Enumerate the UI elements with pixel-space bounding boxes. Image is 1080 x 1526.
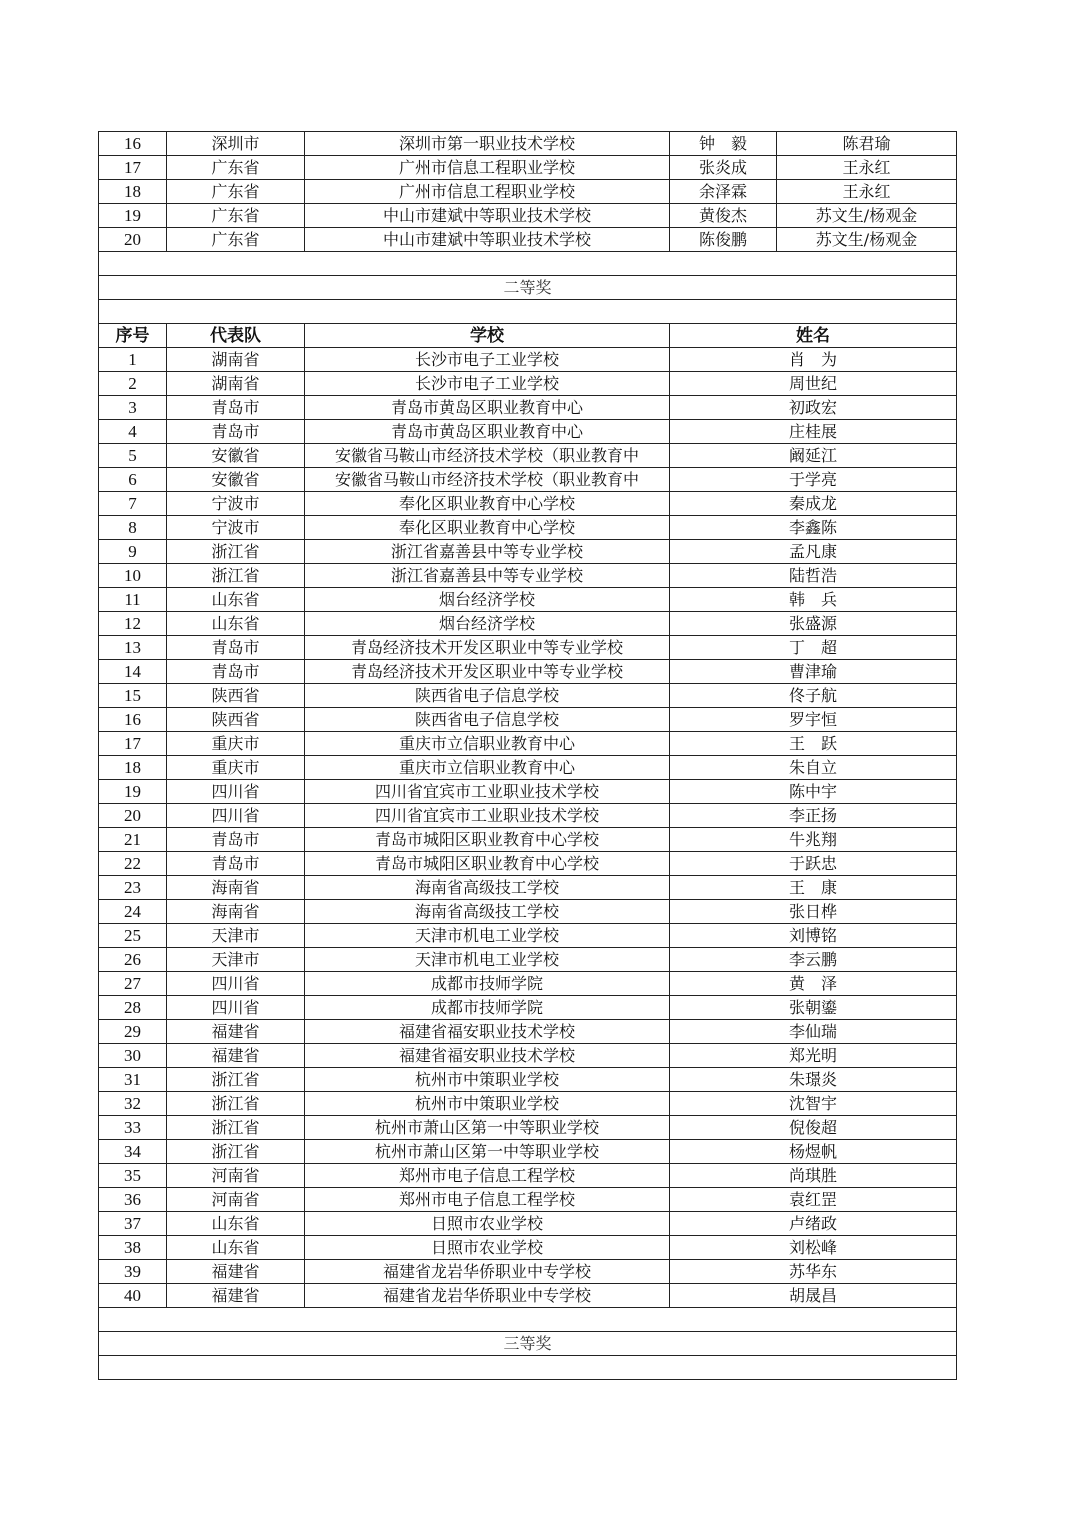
school-cell: 奉化区职业教育中心学校: [305, 492, 670, 516]
blank-row: [99, 1308, 957, 1332]
blank-cell: [99, 252, 957, 276]
blank-row: [99, 1356, 957, 1380]
team-cell: 宁波市: [167, 492, 305, 516]
school-cell: 重庆市立信职业教育中心: [305, 732, 670, 756]
school-cell: 青岛经济技术开发区职业中等专业学校: [305, 636, 670, 660]
row-number: 35: [99, 1164, 167, 1188]
student-name-cell: 朱璟炎: [670, 1068, 957, 1092]
header-name: 姓名: [670, 324, 957, 348]
student-name-cell: 秦成龙: [670, 492, 957, 516]
team-cell: 陕西省: [167, 708, 305, 732]
table-row: [99, 1092, 957, 1116]
row-number: 10: [99, 564, 167, 588]
team-cell: 浙江省: [167, 1092, 305, 1116]
row-number: 24: [99, 900, 167, 924]
team-cell: 天津市: [167, 924, 305, 948]
row-number: 3: [99, 396, 167, 420]
team-cell: 湖南省: [167, 348, 305, 372]
table-row: [99, 468, 957, 492]
team-cell: 重庆市: [167, 732, 305, 756]
team-cell: 青岛市: [167, 660, 305, 684]
student-name-cell: 罗宇恒: [670, 708, 957, 732]
student-name-cell: 杨煜帆: [670, 1140, 957, 1164]
student-name-cell: 肖 为: [670, 348, 957, 372]
table-row: [99, 1236, 957, 1260]
table-row: [99, 660, 957, 684]
table-row: [99, 972, 957, 996]
team-cell: 福建省: [167, 1260, 305, 1284]
student-name-cell: 张盛源: [670, 612, 957, 636]
table-row: [99, 684, 957, 708]
row-number: 11: [99, 588, 167, 612]
team-cell: 安徽省: [167, 444, 305, 468]
student-name-cell: 韩 兵: [670, 588, 957, 612]
team-cell: 浙江省: [167, 1116, 305, 1140]
team-cell: 安徽省: [167, 468, 305, 492]
row-number: 29: [99, 1020, 167, 1044]
school-cell: 陕西省电子信息学校: [305, 684, 670, 708]
team-cell: 青岛市: [167, 636, 305, 660]
blank-cell: [99, 300, 957, 324]
team-cell: 宁波市: [167, 516, 305, 540]
school-cell: 郑州市电子信息工程学校: [305, 1188, 670, 1212]
school-cell: 成都市技师学院: [305, 972, 670, 996]
row-number: 25: [99, 924, 167, 948]
school-cell: 杭州市萧山区第一中等职业学校: [305, 1116, 670, 1140]
coach-cell: 苏文生/杨观金: [777, 204, 957, 228]
student-name-cell: 余泽霖: [670, 180, 777, 204]
table-row: [99, 1188, 957, 1212]
row-number: 26: [99, 948, 167, 972]
student-name-cell: 陈俊鹏: [670, 228, 777, 252]
team-cell: 四川省: [167, 804, 305, 828]
row-number: 30: [99, 1044, 167, 1068]
section-title-row: [99, 1332, 957, 1356]
row-number: 7: [99, 492, 167, 516]
student-name-cell: 苏华东: [670, 1260, 957, 1284]
team-cell: 四川省: [167, 996, 305, 1020]
student-name-cell: 周世纪: [670, 372, 957, 396]
table-row: [99, 948, 957, 972]
row-number: 20: [99, 228, 167, 252]
student-name-cell: 刘博铭: [670, 924, 957, 948]
row-number: 16: [99, 708, 167, 732]
table-row: [99, 1020, 957, 1044]
school-cell: 广州市信息工程职业学校: [305, 156, 670, 180]
header-school: 学校: [305, 324, 670, 348]
school-cell: 重庆市立信职业教育中心: [305, 756, 670, 780]
team-cell: 海南省: [167, 900, 305, 924]
student-name-cell: 尚琪胜: [670, 1164, 957, 1188]
team-cell: 重庆市: [167, 756, 305, 780]
table-row: [99, 540, 957, 564]
table-row: [99, 180, 957, 204]
school-cell: 烟台经济学校: [305, 588, 670, 612]
table-row: [99, 636, 957, 660]
student-name-cell: 李云鹏: [670, 948, 957, 972]
row-number: 36: [99, 1188, 167, 1212]
school-cell: 安徽省马鞍山市经济技术学校（职业教育中: [305, 468, 670, 492]
section-title-second-prize: 二等奖: [99, 276, 957, 300]
table-row: [99, 612, 957, 636]
blank-row: [99, 300, 957, 324]
student-name-cell: 张炎成: [670, 156, 777, 180]
team-cell: 湖南省: [167, 372, 305, 396]
school-cell: 浙江省嘉善县中等专业学校: [305, 564, 670, 588]
student-name-cell: 李正扬: [670, 804, 957, 828]
row-number: 21: [99, 828, 167, 852]
school-cell: 烟台经济学校: [305, 612, 670, 636]
team-cell: 广东省: [167, 180, 305, 204]
school-cell: 福建省福安职业技术学校: [305, 1044, 670, 1068]
school-cell: 成都市技师学院: [305, 996, 670, 1020]
team-cell: 河南省: [167, 1164, 305, 1188]
row-number: 22: [99, 852, 167, 876]
table-row: [99, 156, 957, 180]
school-cell: 安徽省马鞍山市经济技术学校（职业教育中: [305, 444, 670, 468]
row-number: 18: [99, 756, 167, 780]
school-cell: 杭州市中策职业学校: [305, 1068, 670, 1092]
table-row: [99, 516, 957, 540]
row-number: 4: [99, 420, 167, 444]
student-name-cell: 阚延江: [670, 444, 957, 468]
student-name-cell: 于跃忠: [670, 852, 957, 876]
blank-cell: [99, 1308, 957, 1332]
row-number: 19: [99, 204, 167, 228]
row-number: 34: [99, 1140, 167, 1164]
team-cell: 四川省: [167, 780, 305, 804]
table-row: [99, 1164, 957, 1188]
school-cell: 中山市建斌中等职业技术学校: [305, 228, 670, 252]
team-cell: 山东省: [167, 612, 305, 636]
row-number: 33: [99, 1116, 167, 1140]
school-cell: 奉化区职业教育中心学校: [305, 516, 670, 540]
table-row: [99, 1044, 957, 1068]
table-row: [99, 1116, 957, 1140]
table-row: [99, 1284, 957, 1308]
student-name-cell: 袁红罡: [670, 1188, 957, 1212]
team-cell: 深圳市: [167, 132, 305, 156]
student-name-cell: 曹津瑜: [670, 660, 957, 684]
school-cell: 四川省宜宾市工业职业技术学校: [305, 780, 670, 804]
table-row: [99, 492, 957, 516]
student-name-cell: 陆哲浩: [670, 564, 957, 588]
team-cell: 青岛市: [167, 852, 305, 876]
school-cell: 杭州市中策职业学校: [305, 1092, 670, 1116]
student-name-cell: 黄 泽: [670, 972, 957, 996]
student-name-cell: 丁 超: [670, 636, 957, 660]
student-name-cell: 卢绪政: [670, 1212, 957, 1236]
student-name-cell: 张日桦: [670, 900, 957, 924]
team-cell: 福建省: [167, 1020, 305, 1044]
team-cell: 浙江省: [167, 540, 305, 564]
table-row: [99, 732, 957, 756]
school-cell: 浙江省嘉善县中等专业学校: [305, 540, 670, 564]
row-number: 13: [99, 636, 167, 660]
student-name-cell: 黄俊杰: [670, 204, 777, 228]
table-row: [99, 348, 957, 372]
school-cell: 福建省龙岩华侨职业中专学校: [305, 1284, 670, 1308]
student-name-cell: 刘松峰: [670, 1236, 957, 1260]
header-no: 序号: [99, 324, 167, 348]
school-cell: 福建省福安职业技术学校: [305, 1020, 670, 1044]
table-row: [99, 588, 957, 612]
blank-row: [99, 252, 957, 276]
row-number: 6: [99, 468, 167, 492]
team-cell: 青岛市: [167, 396, 305, 420]
school-cell: 中山市建斌中等职业技术学校: [305, 204, 670, 228]
school-cell: 陕西省电子信息学校: [305, 708, 670, 732]
school-cell: 海南省高级技工学校: [305, 876, 670, 900]
team-cell: 四川省: [167, 972, 305, 996]
table-row: [99, 372, 957, 396]
school-cell: 长沙市电子工业学校: [305, 372, 670, 396]
team-cell: 山东省: [167, 1212, 305, 1236]
row-number: 17: [99, 732, 167, 756]
row-number: 1: [99, 348, 167, 372]
coach-cell: 陈君瑜: [777, 132, 957, 156]
student-name-cell: 倪俊超: [670, 1116, 957, 1140]
school-cell: 天津市机电工业学校: [305, 948, 670, 972]
row-number: 38: [99, 1236, 167, 1260]
team-cell: 河南省: [167, 1188, 305, 1212]
row-number: 40: [99, 1284, 167, 1308]
student-name-cell: 庄桂展: [670, 420, 957, 444]
team-cell: 海南省: [167, 876, 305, 900]
coach-cell: 苏文生/杨观金: [777, 228, 957, 252]
table-row: [99, 1140, 957, 1164]
school-cell: 天津市机电工业学校: [305, 924, 670, 948]
team-cell: 浙江省: [167, 564, 305, 588]
row-number: 32: [99, 1092, 167, 1116]
team-cell: 广东省: [167, 204, 305, 228]
team-cell: 青岛市: [167, 420, 305, 444]
table-row: [99, 1260, 957, 1284]
student-name-cell: 陈中宇: [670, 780, 957, 804]
school-cell: 广州市信息工程职业学校: [305, 180, 670, 204]
table-row: [99, 204, 957, 228]
team-cell: 陕西省: [167, 684, 305, 708]
header-row: [99, 324, 957, 348]
row-number: 5: [99, 444, 167, 468]
row-number: 14: [99, 660, 167, 684]
school-cell: 青岛市城阳区职业教育中心学校: [305, 828, 670, 852]
school-cell: 杭州市萧山区第一中等职业学校: [305, 1140, 670, 1164]
student-name-cell: 李鑫陈: [670, 516, 957, 540]
team-cell: 福建省: [167, 1044, 305, 1068]
school-cell: 郑州市电子信息工程学校: [305, 1164, 670, 1188]
row-number: 20: [99, 804, 167, 828]
school-cell: 四川省宜宾市工业职业技术学校: [305, 804, 670, 828]
student-name-cell: 王 跃: [670, 732, 957, 756]
table-row: [99, 924, 957, 948]
school-cell: 福建省龙岩华侨职业中专学校: [305, 1260, 670, 1284]
team-cell: 浙江省: [167, 1068, 305, 1092]
table-row: [99, 900, 957, 924]
table-row: [99, 228, 957, 252]
school-cell: 青岛市黄岛区职业教育中心: [305, 420, 670, 444]
school-cell: 日照市农业学校: [305, 1236, 670, 1260]
table-row: [99, 828, 957, 852]
row-number: 9: [99, 540, 167, 564]
school-cell: 日照市农业学校: [305, 1212, 670, 1236]
coach-cell: 王永红: [777, 180, 957, 204]
student-name-cell: 于学亮: [670, 468, 957, 492]
section-title-third-prize: 三等奖: [99, 1332, 957, 1356]
school-cell: 青岛市黄岛区职业教育中心: [305, 396, 670, 420]
row-number: 18: [99, 180, 167, 204]
student-name-cell: 郑光明: [670, 1044, 957, 1068]
student-name-cell: 朱自立: [670, 756, 957, 780]
student-name-cell: 沈智宇: [670, 1092, 957, 1116]
awards-table: [98, 131, 957, 1380]
school-cell: 深圳市第一职业技术学校: [305, 132, 670, 156]
school-cell: 青岛经济技术开发区职业中等专业学校: [305, 660, 670, 684]
row-number: 27: [99, 972, 167, 996]
student-name-cell: 佟子航: [670, 684, 957, 708]
school-cell: 长沙市电子工业学校: [305, 348, 670, 372]
team-cell: 青岛市: [167, 828, 305, 852]
table-row: [99, 780, 957, 804]
student-name-cell: 李仙瑞: [670, 1020, 957, 1044]
row-number: 15: [99, 684, 167, 708]
table-row: [99, 876, 957, 900]
table-row: [99, 756, 957, 780]
table-row: [99, 708, 957, 732]
row-number: 2: [99, 372, 167, 396]
table-row: [99, 996, 957, 1020]
student-name-cell: 王 康: [670, 876, 957, 900]
table-row: [99, 1068, 957, 1092]
table-row: [99, 420, 957, 444]
row-number: 17: [99, 156, 167, 180]
student-name-cell: 张朝鎏: [670, 996, 957, 1020]
team-cell: 山东省: [167, 1236, 305, 1260]
section-title-row: [99, 276, 957, 300]
student-name-cell: 初政宏: [670, 396, 957, 420]
team-cell: 福建省: [167, 1284, 305, 1308]
row-number: 31: [99, 1068, 167, 1092]
table-row: [99, 1212, 957, 1236]
student-name-cell: 孟凡康: [670, 540, 957, 564]
table-row: [99, 396, 957, 420]
row-number: 23: [99, 876, 167, 900]
header-team: 代表队: [167, 324, 305, 348]
team-cell: 广东省: [167, 228, 305, 252]
student-name-cell: 牛兆翔: [670, 828, 957, 852]
row-number: 12: [99, 612, 167, 636]
table-row: [99, 852, 957, 876]
row-number: 39: [99, 1260, 167, 1284]
row-number: 19: [99, 780, 167, 804]
team-cell: 广东省: [167, 156, 305, 180]
coach-cell: 王永红: [777, 156, 957, 180]
table-row: [99, 444, 957, 468]
blank-cell: [99, 1356, 957, 1380]
student-name-cell: 钟 毅: [670, 132, 777, 156]
table-row: [99, 132, 957, 156]
team-cell: 天津市: [167, 948, 305, 972]
school-cell: 海南省高级技工学校: [305, 900, 670, 924]
row-number: 28: [99, 996, 167, 1020]
row-number: 8: [99, 516, 167, 540]
student-name-cell: 胡晟昌: [670, 1284, 957, 1308]
table-row: [99, 564, 957, 588]
row-number: 16: [99, 132, 167, 156]
row-number: 37: [99, 1212, 167, 1236]
school-cell: 青岛市城阳区职业教育中心学校: [305, 852, 670, 876]
team-cell: 浙江省: [167, 1140, 305, 1164]
table-row: [99, 804, 957, 828]
team-cell: 山东省: [167, 588, 305, 612]
